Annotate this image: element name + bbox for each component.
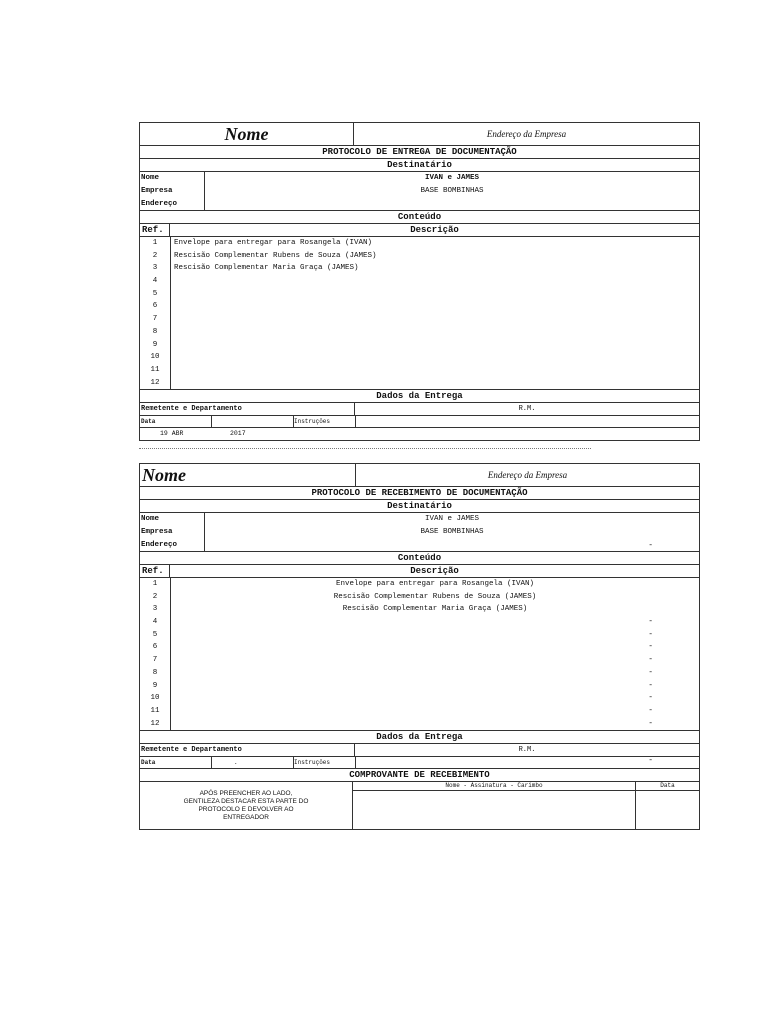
item-description: Rescisão Complementar Maria Graça (JAMES) [174, 264, 359, 273]
rm-label: R.M. [518, 405, 536, 413]
item-description [171, 718, 699, 731]
description-column-header: Descrição [410, 566, 459, 576]
dash-mark: - [648, 693, 653, 703]
item-ref: 7 [152, 315, 158, 324]
ref-column-header: Ref. [140, 565, 170, 577]
date-label: Data [140, 757, 212, 768]
content-section-title: Conteúdo [140, 211, 699, 224]
date-label: Data [140, 416, 212, 427]
field-label-endereco: Endereço [141, 200, 178, 208]
instructions-label: Instruções [294, 757, 356, 768]
item-ref: 6 [152, 302, 158, 311]
instructions-value [356, 416, 699, 427]
item-description [171, 629, 699, 642]
item-description [171, 705, 699, 718]
dash-mark: - [648, 642, 653, 652]
item-ref: 4 [152, 618, 158, 627]
item-description [171, 654, 699, 667]
item-description [171, 275, 699, 288]
item-description [171, 377, 699, 390]
dash-mark: - [648, 617, 653, 627]
item-ref: 2 [152, 592, 158, 601]
company-address-label: Endereço da Empresa [487, 470, 568, 480]
field-label-nome: Nome [141, 174, 160, 182]
item-description [171, 300, 699, 313]
description-column-header: Descrição [410, 225, 459, 235]
item-ref: 5 [152, 630, 158, 639]
item-ref: 11 [150, 365, 160, 374]
delivery-date-line [140, 428, 699, 440]
recipient-section-title: Destinatário [140, 159, 699, 172]
item-description [171, 616, 699, 629]
item-ref: 10 [150, 353, 160, 362]
receipt-section-title: COMPROVANTE DE RECEBIMENTO [140, 769, 699, 782]
item-ref: 5 [152, 289, 158, 298]
item-ref: 3 [152, 605, 158, 614]
item-ref: 7 [152, 656, 158, 665]
dash-mark: - [648, 667, 653, 677]
form-header [140, 464, 699, 487]
recipient-address [205, 198, 699, 211]
date-value [212, 757, 294, 768]
recipient-block [140, 172, 699, 211]
company-address-label: Endereço da Empresa [486, 129, 567, 139]
ref-column-header: Ref. [140, 224, 170, 236]
item-ref: 12 [150, 719, 160, 728]
item-description [171, 313, 699, 326]
recipient-name: IVAN e JAMES [424, 174, 479, 182]
dash-mark: - [648, 680, 653, 690]
delivery-section-title: Dados da Entrega [140, 390, 699, 403]
field-label-endereco: Endereço [141, 541, 178, 549]
recipient-address [205, 539, 699, 552]
signature-field[interactable] [353, 782, 636, 829]
receipt-instructions: APÓS PREENCHER AO LADO, GENTILEZA DESTACAR ESTA PARTE DO PROTOCOLO E DEVOLVER AO ENTREGADOR [140, 782, 353, 829]
signature-label: Nome - Assinatura - Carimbo [353, 782, 635, 791]
item-description [171, 351, 699, 364]
dash-mark: - [648, 718, 653, 728]
sender-row [140, 403, 699, 416]
item-description [171, 667, 699, 680]
field-label-empresa: Empresa [141, 187, 173, 195]
cut-line [139, 448, 591, 449]
item-description [171, 364, 699, 377]
item-ref: 4 [152, 277, 158, 286]
field-label-empresa: Empresa [141, 528, 173, 536]
delivery-date-year: 2017 [230, 430, 246, 437]
item-ref: 6 [152, 643, 158, 652]
receipt-date-label: Data [636, 782, 699, 791]
receipt-protocol-form [139, 463, 700, 830]
delivery-protocol-form [139, 122, 700, 441]
dash-mark: - [648, 705, 653, 715]
sender-department-label: Remetente e Departamento [140, 744, 355, 756]
item-ref: 2 [152, 251, 158, 260]
form-header [140, 123, 699, 146]
recipient-company: BASE BOMBINHAS [420, 528, 484, 536]
item-description [171, 326, 699, 339]
item-ref: 8 [152, 668, 158, 677]
items-table [140, 578, 699, 731]
recipient-block [140, 513, 699, 552]
item-ref: 9 [152, 681, 158, 690]
item-description [171, 288, 699, 301]
dash-mark: - [648, 655, 653, 665]
rm-label: R.M. [518, 746, 536, 754]
receipt-date-field[interactable] [636, 782, 699, 829]
item-description: Rescisão Complementar Rubens de Souza (JAMES) [333, 592, 537, 601]
delivery-section-title: Dados da Entrega [140, 731, 699, 744]
content-section-title: Conteúdo [140, 552, 699, 565]
item-description [171, 641, 699, 654]
form-title: PROTOCOLO DE RECEBIMENTO DE DOCUMENTAÇÃO [140, 487, 699, 500]
item-description [171, 692, 699, 705]
item-description [171, 339, 699, 352]
dash-mark: - [648, 629, 653, 639]
delivery-date-day: 19 ABR [160, 430, 184, 437]
receipt-block [140, 782, 699, 829]
recipient-company: BASE BOMBINHAS [420, 187, 484, 195]
form-title: PROTOCOLO DE ENTREGA DE DOCUMENTAÇÃO [140, 146, 699, 159]
date-value [212, 416, 294, 427]
dash-mark: - [648, 541, 653, 550]
items-table-header [140, 224, 699, 237]
item-ref: 1 [152, 239, 158, 247]
item-ref: 10 [150, 694, 160, 703]
item-ref: 1 [152, 580, 158, 588]
recipient-section-title: Destinatário [140, 500, 699, 513]
dot-mark: . [234, 759, 238, 766]
name-label: Nome [140, 123, 354, 145]
date-row [140, 757, 699, 769]
field-label-nome: Nome [141, 515, 160, 523]
item-ref: 12 [150, 378, 160, 387]
item-description: Rescisão Complementar Rubens de Souza (JAMES) [174, 251, 377, 260]
instructions-label: Instruções [294, 416, 356, 427]
item-description: Envelope para entregar para Rosangela (IVAN) [174, 239, 373, 247]
dash-mark: - [648, 756, 653, 765]
recipient-name: IVAN e JAMES [424, 515, 479, 523]
date-row [140, 416, 699, 428]
item-description [171, 680, 699, 693]
instructions-value [356, 757, 699, 768]
name-label: Nome [140, 464, 356, 486]
item-ref: 8 [152, 327, 158, 336]
item-description: Envelope para entregar para Rosangela (IVAN) [335, 580, 535, 588]
item-ref: 3 [152, 264, 158, 273]
sender-row [140, 744, 699, 757]
item-ref: 9 [152, 340, 158, 349]
items-table-header [140, 565, 699, 578]
item-ref: 11 [150, 706, 160, 715]
item-description: Rescisão Complementar Maria Graça (JAMES) [342, 605, 528, 614]
items-table [140, 237, 699, 390]
sender-department-label: Remetente e Departamento [140, 403, 355, 415]
